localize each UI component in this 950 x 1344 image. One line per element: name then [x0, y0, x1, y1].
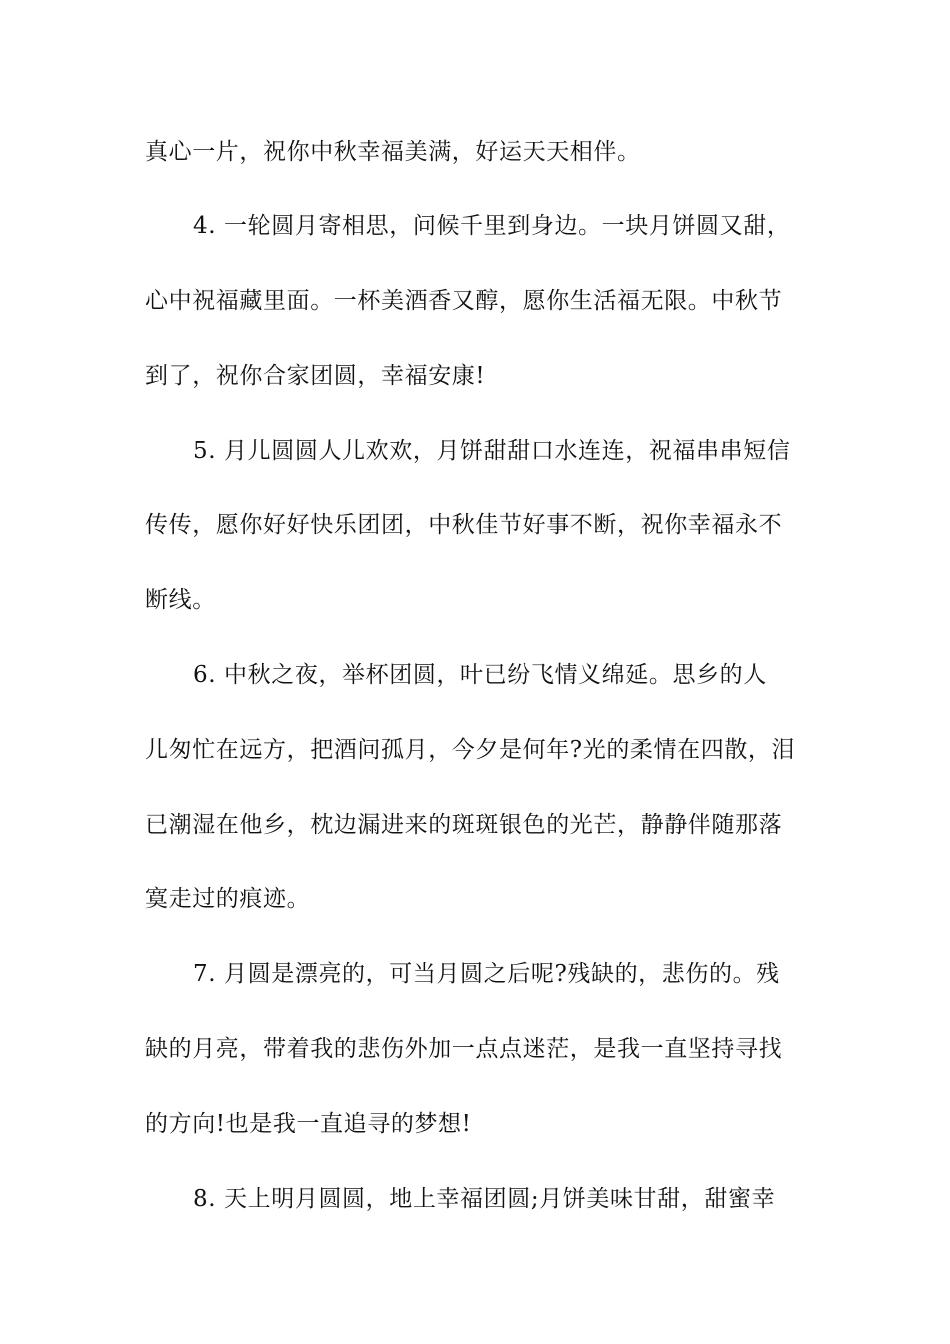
- text-line: 心中祝福藏里面。一杯美酒香又醇，愿你生活福无限。中秋节: [145, 288, 783, 314]
- text-line: 缺的月亮，带着我的悲伤外加一点点迷茫，是我一直坚持寻找: [145, 1036, 783, 1062]
- text-line: 6. 中秋之夜，举杯团圆，叶已纷飞情义绵延。思乡的人: [193, 662, 767, 688]
- text-line: 7. 月圆是漂亮的，可当月圆之后呢?残缺的，悲伤的。残: [193, 961, 780, 987]
- text-line: 5. 月儿圆圆人儿欢欢，月饼甜甜口水连连，祝福串串短信: [193, 438, 791, 464]
- text-line: 的方向!也是我一直追寻的梦想!: [145, 1111, 472, 1137]
- text-line: 到了，祝你合家团圆，幸福安康!: [145, 363, 486, 389]
- text-line: 断线。: [145, 587, 216, 613]
- text-line: 4. 一轮圆月寄相思，问候千里到身边。一块月饼圆又甜，: [193, 213, 791, 239]
- text-line: 8. 天上明月圆圆，地上幸福团圆;月饼美味甘甜，甜蜜幸: [193, 1186, 776, 1212]
- text-line: 真心一片，祝你中秋幸福美满，好运天天相伴。: [145, 139, 641, 165]
- text-line: 寞走过的痕迹。: [145, 886, 311, 912]
- text-line: 儿匆忙在远方，把酒问孤月，今夕是何年?光的柔情在四散，泪: [145, 737, 796, 763]
- text-line: 传传，愿你好好快乐团团，中秋佳节好事不断，祝你幸福永不: [145, 512, 783, 538]
- text-line: 已潮湿在他乡，枕边漏进来的斑斑银色的光芒，静静伴随那落: [145, 812, 783, 838]
